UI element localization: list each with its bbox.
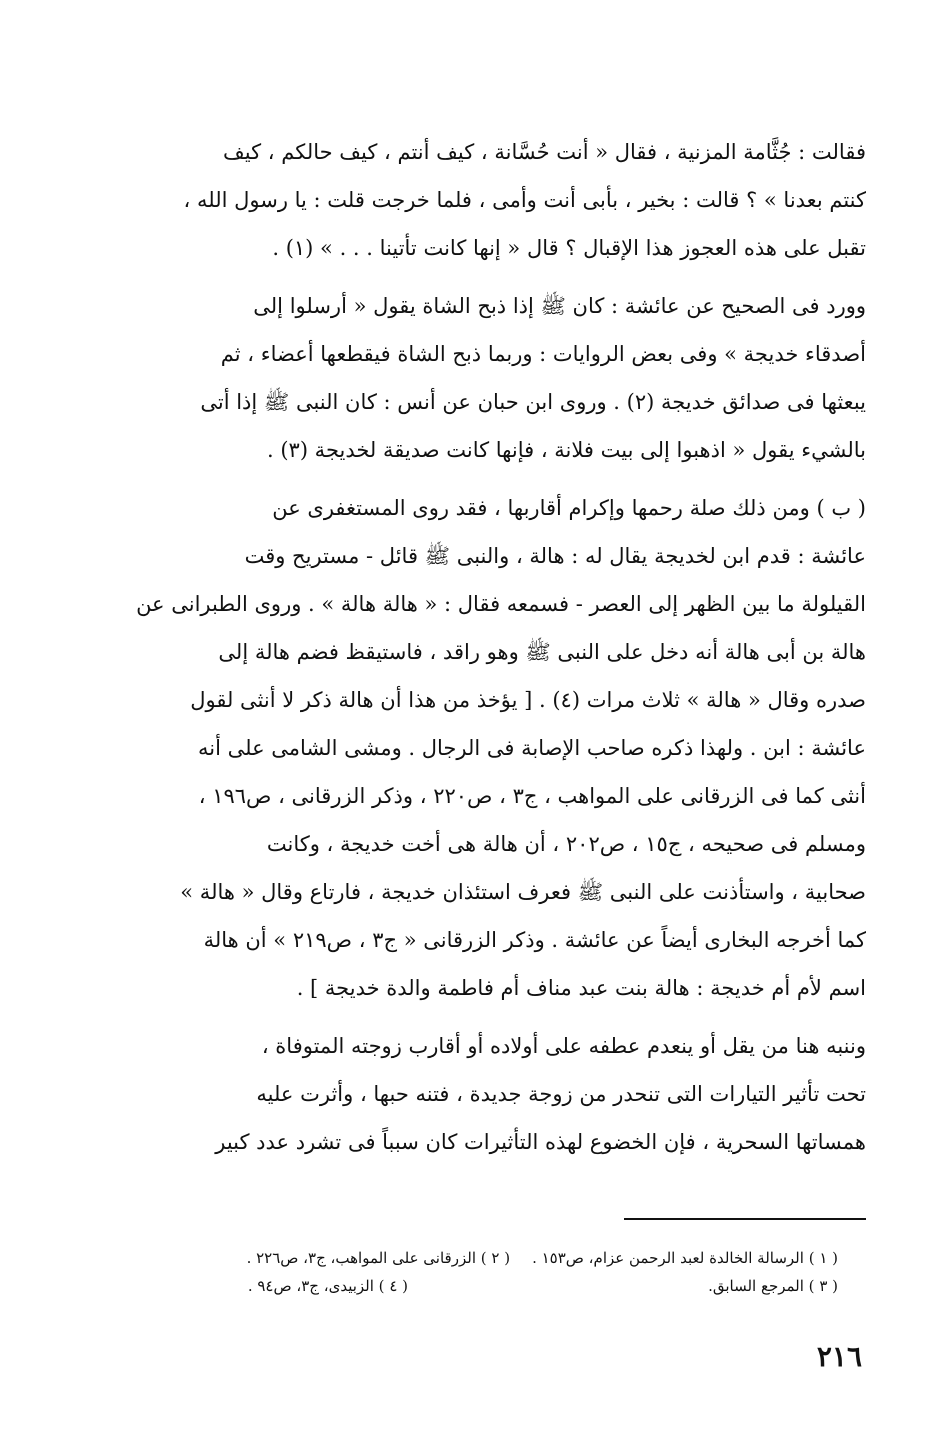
paragraph-4 (60, 1022, 866, 1166)
text-line: همساتها السحرية ، فإن الخضوع لهذه التأثيرات كان سبباً فى تشرد عدد كبير (215, 1130, 866, 1154)
text-line: وورد فى الصحيح عن عائشة : كان ﷺ إذا ذبح الشاة يقول « أرسلوا إلى (253, 294, 866, 318)
text-line: يبعثها فى صدائق خديجة (٢) . وروى ابن حبان عن أنس : كان النبى ﷺ إذا أتى (200, 390, 866, 414)
main-text (60, 128, 866, 1176)
text-line: عائشة : قدم ابن لخديجة يقال له : هالة ، والنبى ﷺ قائل - مستريح وقت (244, 544, 866, 568)
text-line: بالشيء يقول « اذهبوا إلى بيت فلانة ، فإنها كانت صديقة لخديجة (٣) . (266, 438, 866, 462)
text-line: أنثى كما فى الزرقانى على المواهب ، ج٣ ، ص٢٢٠ ، وذكر الزرقانى ، ص١٩٦ ، (198, 784, 866, 808)
text-line: كما أخرجه البخارى أيضاً عن عائشة . وذكر الزرقانى « ج٣ ، ص٢١٩ » أن هالة (203, 928, 866, 952)
paragraph-3 (60, 484, 866, 1012)
text-line: كنتم بعدنا » ؟ قالت : بخير ، بأبى أنت وأمى ، فلما خرجت قلت : يا رسول الله ، (183, 188, 866, 212)
footnote-line (58, 1272, 838, 1300)
footnotes (58, 1244, 838, 1300)
footnote-1: ( ١ ) الرسالة الخالدة لعبد الرحمن عزام، ص١٥٣ . (532, 1249, 838, 1267)
text-line: اسم لأم أم خديجة : هالة بنت عبد مناف أم فاطمة والدة خديجة ] . (296, 976, 866, 1000)
text-line: ومسلم فى صحيحه ، ج١٥ ، ص٢٠٢ ، أن هالة هى أخت خديجة ، وكانت (266, 832, 866, 856)
footnote-3: ( ٣ ) المرجع السابق. (708, 1277, 838, 1295)
footnote-4: ( ٤ ) الزبيدى، ج٣، ص٩٤ . (247, 1277, 408, 1295)
text-line: تقبل على هذه العجوز هذا الإقبال ؟ قال « إنها كانت تأتينا . . . » (١) . (272, 236, 866, 260)
text-line: تحت تأثير التيارات التى تنحدر من زوجة جديدة ، فتنه حبها ، وأثرت عليه (256, 1082, 866, 1106)
text-line: وننبه هنا من يقل أو ينعدم عطفه على أولاده أو أقارب زوجته المتوفاة ، (261, 1034, 866, 1058)
text-line: عائشة : ابن . ولهذا ذكره صاحب الإصابة فى الرجال . ومشى الشامى على أنه (198, 736, 866, 760)
footnote-line (58, 1244, 838, 1272)
footnote-divider (624, 1218, 866, 1220)
footnote-2: ( ٢ ) الزرقانى على المواهب، ج٣، ص٢٢٦ . (246, 1249, 511, 1267)
text-line: القيلولة ما بين الظهر إلى العصر - فسمعه فقال : « هالة هالة » . وروى الطبرانى عن (136, 592, 866, 616)
text-line: فقالت : جُثَّامة المزنية ، فقال « أنت حُسَّانة ، كيف أنتم ، كيف حالكم ، كيف (223, 140, 866, 164)
paragraph-2 (60, 282, 866, 474)
text-line: هالة بن أبى هالة أنه دخل على النبى ﷺ وهو راقد ، فاستيقظ فضم هالة إلى (218, 640, 866, 664)
text-line: ( ب ) ومن ذلك صلة رحمها وإكرام أقاربها ، فقد روى المستغفرى عن (272, 496, 866, 520)
paragraph-1 (60, 128, 866, 272)
text-line: صحابية ، واستأذنت على النبى ﷺ فعرف استئذان خديجة ، فارتاع وقال « هالة » (180, 880, 866, 904)
text-line: صدره وقال « هالة » ثلاث مرات (٤) . [ يؤخذ من هذا أن هالة ذكر لا أنثى لقول (190, 688, 866, 712)
text-line: أصدقاء خديجة » وفى بعض الروايات : وربما ذبح الشاة فيقطعها أعضاء ، ثم (220, 342, 866, 366)
page-number: ٢١٦ (816, 1340, 862, 1373)
